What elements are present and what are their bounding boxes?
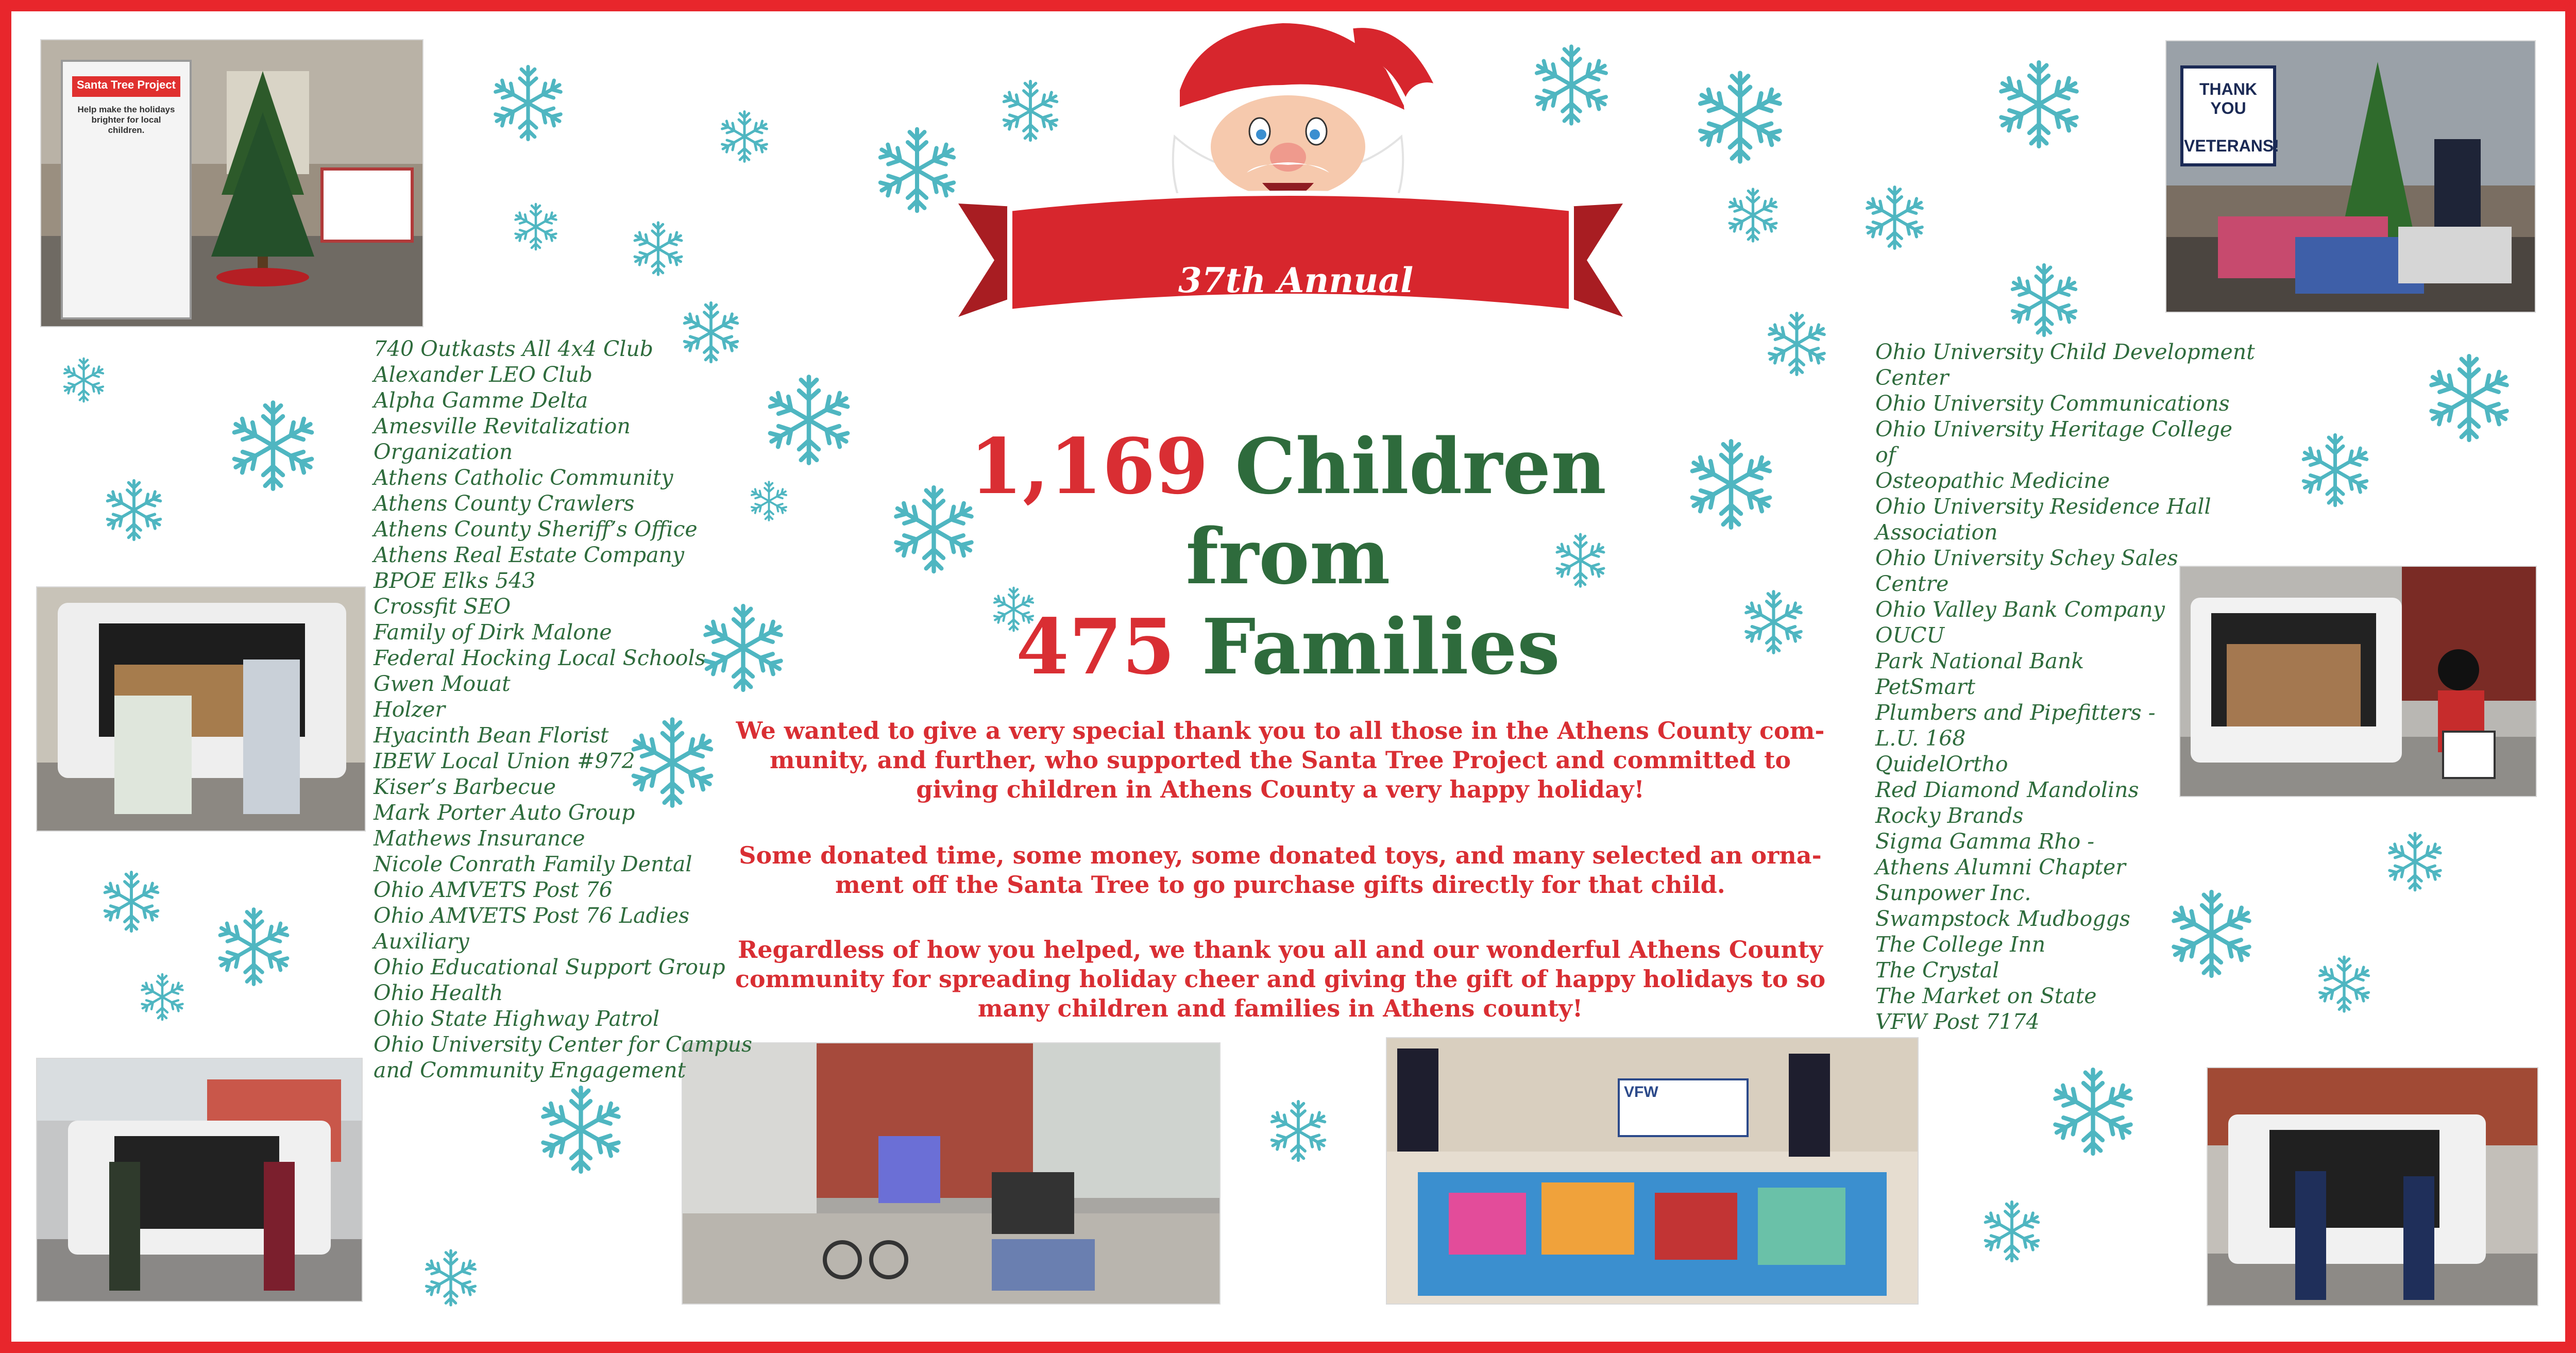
sponsor-item: Ohio Valley Bank Company <box>1875 597 2165 622</box>
snowflake-icon <box>629 219 688 278</box>
sign-veterans: VETERANS! <box>2184 137 2279 155</box>
photo-vfw-toys <box>1387 1038 1918 1304</box>
sponsor-item: Athens County Sheriff’s Office <box>374 517 698 542</box>
snowflake-icon <box>2383 830 2447 894</box>
sponsor-item: Kiser’s Barbecue <box>374 774 556 799</box>
families-count: 475 <box>1015 602 1175 691</box>
sponsor-item: IBEW Local Union #972 <box>374 749 635 773</box>
sponsor-item: Athens Alumni Chapter <box>1875 855 2126 880</box>
snowflake-icon <box>487 62 569 144</box>
sign-thank-you: THANK YOU <box>2199 80 2257 117</box>
snowflake-icon <box>1739 587 1808 657</box>
snowflake-icon <box>2421 350 2517 446</box>
sign-subtitle: Help make the holidays brighter for local children. <box>77 105 175 135</box>
snowflake-icon <box>1723 185 1783 245</box>
snowflake-icon <box>211 904 296 989</box>
sign-title: Santa Tree Project <box>77 78 176 91</box>
banner-line-2: Santa Tree Project <box>1119 307 1472 347</box>
snowflake-icon <box>1682 435 1780 533</box>
snowflake-icon <box>1860 183 1929 252</box>
families-label: Families <box>1201 602 1561 691</box>
snowflake-icon <box>760 371 858 469</box>
vfw-banner-text: VFW <box>1624 1084 1658 1101</box>
snowflake-icon <box>98 868 165 935</box>
sponsor-item: The College Inn <box>1875 932 2046 957</box>
sponsor-item: Alpha Gamme Delta <box>374 388 588 413</box>
sponsor-item: Ohio Educational Support Group <box>374 955 725 979</box>
sponsor-item: L.U. 168 <box>1875 726 1966 751</box>
sponsor-item: Amesville Revitalization Organization <box>374 414 631 464</box>
photo-santa-tree-display <box>41 40 422 326</box>
snowflake-icon <box>224 397 322 495</box>
snowflake-icon <box>59 356 108 404</box>
sponsor-item: Ohio University Center for Campus <box>374 1032 753 1057</box>
sponsor-item: Ohio University Heritage College of <box>1875 417 2233 467</box>
sponsor-item: OUCU <box>1875 623 1945 648</box>
sponsor-item: Nicole Conrath Family Dental <box>374 852 692 876</box>
sponsor-item: Mark Porter Auto Group <box>374 800 635 825</box>
sponsor-item: Sunpower Inc. <box>1875 881 2031 905</box>
sponsor-item: Red Diamond Mandolins <box>1875 777 2139 802</box>
sponsor-item: 740 Outkasts All 4x4 Club <box>374 336 653 361</box>
sponsor-item: Ohio University Residence Hall <box>1875 494 2211 519</box>
children-count: 1,169 <box>969 421 1209 511</box>
headline-families <box>953 602 1623 691</box>
children-label: Children <box>1234 421 1607 511</box>
sponsor-item: Ohio University Schey Sales Centre <box>1875 546 2178 596</box>
thank-you-paragraph-2: Some donated time, some money, some donated toys, and many selected an orna-ment off the Santa Tree to go purchase gifts directly for that child. <box>739 841 1822 899</box>
sponsor-item: Osteopathic Medicine <box>1875 468 2110 493</box>
sponsor-item: Family of Dirk Malone <box>374 620 612 645</box>
sponsor-item: Plumbers and Pipefitters - <box>1875 700 2156 725</box>
snowflake-icon <box>1762 309 1832 379</box>
sponsor-item: Sigma Gamma Rho - <box>1875 829 2095 854</box>
sponsor-item: Ohio AMVETS Post 76 Ladies Auxiliary <box>374 903 690 954</box>
sponsor-item: Swampstock Mudboggs <box>1875 906 2130 931</box>
sponsor-item: PetSmart <box>1875 674 1975 699</box>
photo-van-bottom-right <box>2208 1068 2537 1305</box>
sponsor-item: Ohio University Child Development <box>1875 340 2255 364</box>
snowflake-icon <box>1991 57 2087 152</box>
left-sponsor-list <box>374 336 765 1083</box>
sponsor-item: Ohio State Highway Patrol <box>374 1006 659 1031</box>
sponsor-item: BPOE Elks 543 <box>374 568 536 593</box>
sponsor-item: Federal Hocking Local Schools <box>374 646 706 670</box>
headline-from: from <box>1185 512 1391 601</box>
banner-line-1: 37th Annual <box>1178 260 1414 300</box>
sponsor-item: Crossfit SEO <box>374 594 511 619</box>
sponsor-item: Park National Bank <box>1875 649 2084 673</box>
sponsor-item: Center <box>1875 365 1949 390</box>
headline-children <box>953 421 1623 511</box>
sponsor-item: Athens Real Estate Company <box>374 543 685 567</box>
sponsor-item: Hyacinth Bean Florist <box>374 723 609 748</box>
snowflake-icon <box>2313 953 2375 1015</box>
sponsor-item: Ohio Health <box>374 980 503 1005</box>
sponsor-item: The Crystal <box>1875 958 1999 983</box>
snowflake-icon <box>1690 67 1790 167</box>
snowflake-icon <box>2045 1064 2141 1159</box>
sponsor-item: Mathews Insurance <box>374 826 585 851</box>
snowflake-icon <box>2295 430 2375 510</box>
sponsor-item: Alexander LEO Club <box>374 362 593 387</box>
snowflake-icon <box>2004 260 2084 340</box>
sponsor-item: Holzer <box>374 697 446 722</box>
sponsor-item: The Market on State <box>1875 984 2097 1008</box>
snowflake-icon <box>137 971 188 1023</box>
thank-you-paragraph-3: Regardless of how you helped, we thank you all and our wonderful Athens County community for spreading holiday cheer and giving the gift of happy holidays to so many children and families in Athens county! <box>735 936 1826 1022</box>
sponsor-item: Ohio AMVETS Post 76 <box>374 877 613 902</box>
snowflake-icon <box>100 477 167 544</box>
snowflake-icon <box>1978 1198 2045 1265</box>
sponsor-item: Athens Catholic Community <box>374 465 673 490</box>
snowflake-icon <box>510 201 562 252</box>
sponsor-item: Athens County Crawlers <box>374 491 635 516</box>
sponsor-item: Gwen Mouat <box>374 671 511 696</box>
thank-you-paragraph-1: We wanted to give a very special thank you to all those in the Athens County com-munity, and further, who supported the Santa Tree Project and committed to giving children in Athens County a very happy holiday! <box>736 717 1825 803</box>
santa-illustration <box>891 8 1690 358</box>
sponsor-item: VFW Post 7174 <box>1875 1009 2040 1034</box>
sponsor-item: Ohio University Communications <box>1875 391 2230 416</box>
sponsor-item: QuidelOrtho <box>1875 752 2008 776</box>
photo-thank-you-veterans <box>2166 41 2535 312</box>
sponsor-item: and Community Engagement <box>374 1058 686 1083</box>
photo-van-bottom-left <box>37 1059 362 1301</box>
snowflake-icon <box>716 108 773 165</box>
snowflake-icon <box>1265 1097 1332 1164</box>
sponsor-item: Rocky Brands <box>1875 803 2024 828</box>
snowflake-icon <box>533 1082 629 1177</box>
sponsor-item: Association <box>1875 520 1998 545</box>
right-sponsor-list <box>1875 339 2257 1035</box>
snowflake-icon <box>420 1247 482 1309</box>
photo-van-donations-left <box>37 587 365 831</box>
